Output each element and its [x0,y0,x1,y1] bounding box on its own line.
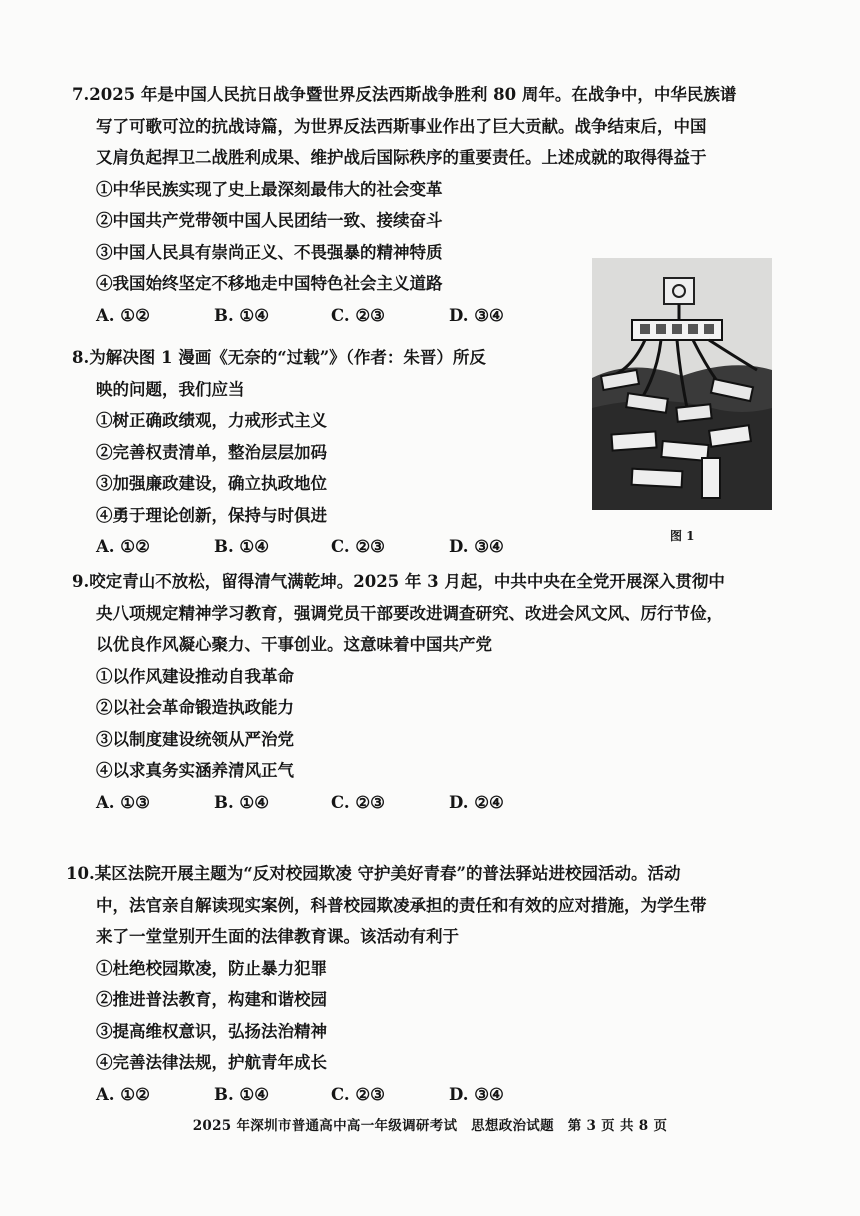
page-footer: 2025 年深圳市普通高中高一年级调研考试 思想政治试题 第 3 页 共 8 页 [192,1118,668,1134]
statement-item: ④我国始终坚定不移地走中国特色社会主义道路 [96,274,443,293]
question-number: 9. [72,572,90,591]
power-strip-cartoon-illustration [592,258,772,510]
question-stem-line: 以优良作风凝心聚力、干事创业。这意味着中国共产党 [96,635,492,654]
statement-item: ①以作风建设推动自我革命 [96,666,294,686]
statement-item: ④完善法律法规，护航青年成长 [96,1053,327,1072]
question-stem-line: 映的问题，我们应当 [96,379,245,399]
option-a: A. ①② [96,305,150,325]
question-number: 8. [72,348,90,367]
question-number: 10. [66,864,95,883]
option-b: B. ①④ [214,792,270,812]
cartoon-figure [592,258,772,510]
question-stem-line: 7.2025 年是中国人民抗日战争暨世界反法西斯战争胜利 80 周年。在战争中，中华民族谱 [72,79,796,111]
option-a: A. ①② [96,537,150,556]
question-9 [72,566,796,818]
option-c: C. ②③ [331,305,385,325]
question-stem-line: 9.咬定青山不放松，留得清气满乾坤。2025 年 3 月起，中共中央在全党开展深入贯彻中 [72,566,796,598]
question-number: 7. [72,85,90,104]
answer-options [96,1079,796,1111]
option-d: D. ②④ [449,792,504,812]
figure-caption: 图 1 [670,529,695,543]
statement-item: ④以求真务实涵养清风正气 [96,761,294,780]
option-d: D. ③④ [449,537,504,556]
statement-item: ①树正确政绩观，力戒形式主义 [96,411,327,430]
question-stem-line: 来了一堂堂别开生面的法律教育课。该活动有利于 [96,927,459,946]
statement-item: ③提高维权意识，弘扬法治精神 [96,1021,327,1041]
statement-item: ①中华民族实现了史上最深刻最伟大的社会变革 [96,179,443,199]
option-d: D. ③④ [449,1084,504,1104]
question-stem-line: 中，法官亲自解读现实案例，科普校园欺凌承担的责任和有效的应对措施，为学生带 [96,895,707,915]
option-c: C. ②③ [331,792,385,812]
option-b: B. ①④ [214,537,270,556]
option-a: A. ①③ [96,792,150,812]
statement-item: ①杜绝校园欺凌，防止暴力犯罪 [96,958,327,978]
question-stem-line: 写了可歌可泣的抗战诗篇，为世界反法西斯事业作出了巨大贡献。战争结束后，中国 [96,116,707,136]
statement-item: ②完善权责清单，整治层层加码 [96,442,327,462]
question-stem-line: 10.某区法院开展主题为“反对校园欺凌 守护美好青春”的普法驿站进校园活动。活动 [66,858,796,890]
statement-item: ②中国共产党带领中国人民团结一致、接续奋斗 [96,211,443,230]
statement-item: ③以制度建设统领从严治党 [96,729,294,749]
question-stem-line: 又肩负起捍卫二战胜利成果、维护战后国际秩序的重要责任。上述成就的取得得益于 [96,148,707,167]
question-stem-line: 8.为解决图 1 漫画《无奈的“过载”》（作者：朱晋）所反 [72,342,542,374]
option-c: C. ②③ [331,537,385,556]
statement-item: ③加强廉政建设，确立执政地位 [96,474,327,493]
question-stem-line: 央八项规定精神学习教育，强调党员干部要改进调查研究、改进会风文风、厉行节俭， [96,603,723,623]
option-b: B. ①④ [214,1084,270,1104]
statement-item: ②推进普法教育，构建和谐校园 [96,990,327,1009]
option-b: B. ①④ [214,305,270,325]
question-10 [66,858,796,1110]
option-a: A. ①② [96,1084,150,1104]
statement-item: ②以社会革命锻造执政能力 [96,698,294,717]
option-c: C. ②③ [331,1084,385,1104]
answer-options [96,787,796,819]
statement-item: ③中国人民具有崇尚正义、不畏强暴的精神特质 [96,242,443,262]
statement-item: ④勇于理论创新，保持与时俱进 [96,505,327,525]
option-d: D. ③④ [449,305,504,325]
